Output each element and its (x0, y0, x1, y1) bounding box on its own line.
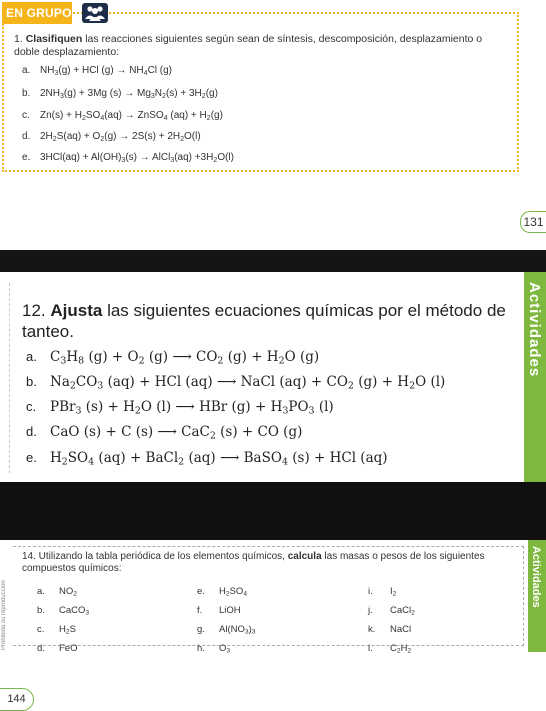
q12-item-a: a. $C_3H_8$ $(g) + O_2$ (g) ⟶ $CO_2$ $(g) + H_2O$ (g) (26, 349, 320, 367)
q12-verb: Ajusta (50, 301, 103, 320)
question-12-title: 12. Ajusta las siguientes ecuaciones químicas por el método de tanteo. (22, 301, 506, 341)
q12-item-e: e. $H_2SO_4$ (aq) + BaCl$_2$ (aq) ⟶ BaSO$_4$ (s) + HCl (aq) (26, 450, 388, 468)
q14-verb: calcula (287, 551, 322, 562)
q1-item-a: a. $NH_3(g)$ + HCl $(g) \to NH_4Cl$ (g) (22, 65, 173, 77)
en-grupo-badge: EN GRUPO (2, 2, 72, 24)
actividades-side-tab: Actividades (524, 272, 546, 482)
panel-2-dashed-margin (9, 283, 10, 473)
q14-item-a: a. $NO_2$ (37, 586, 77, 598)
q12-item-c: c. PBr$_3$ $(s) + H_2O$ (l) ⟶ HBr $(g) + H_3PO_3$ (l) (26, 399, 334, 417)
dark-separator-band-2 (0, 482, 546, 540)
page-number-144: 144 (0, 688, 34, 711)
q12-item-b: b. $Na_2CO_3$ (aq) + HCl (aq) ⟶ NaCl $(aq) + CO_2$ $(g) + H_2O$ (l) (26, 374, 446, 392)
question-14-text: 14. Utilizando la tabla periódica de los elementos químicos, calcula las masas o pesos de los siguientes compuestos químicos: (22, 551, 485, 574)
q1-item-c: c. $Zn(s) + H_2SO_4(aq)$ → ZnSO$_4$ $(aq) + H_2(g)$ (22, 110, 223, 122)
question-1-intro: 1. Clasifiquen las reacciones siguientes según sean de síntesis, descomposición, desplazamiento o doble desplazamiento: (14, 33, 483, 58)
page-number-131: 131 (520, 211, 546, 233)
actividades-side-tab-small: Actividades (528, 540, 546, 652)
q14-item-j: j. CaCl$_2$ (368, 605, 415, 617)
q1-item-b: b. $2NH_3(g) + 3Mg$ $(s) \to Mg_3N_2(s) + 3H_2(g)$ (22, 88, 218, 100)
q14-item-l: l. $C_2H_2$ (368, 643, 412, 655)
reproduction-notice: Prohibida su reproducción (1, 580, 7, 650)
q1-item-d: d. $2H_2S(aq) + O_2(g) \to 2S(s) + 2H_2O(l)$ (22, 131, 201, 143)
q14-item-d: d. FeO (37, 643, 78, 654)
dark-separator-band (0, 250, 546, 272)
group-people-icon (82, 3, 108, 23)
q14-item-c: c. $H_2S$ (37, 624, 76, 636)
q14-item-k: k. NaCl (368, 624, 412, 635)
q14-item-b: b. CaCO$_3$ (37, 605, 90, 617)
q14-item-g: g. $Al(NO_3)_3$ (197, 624, 256, 636)
q1-item-e: e. $3HCl(aq) + Al(OH)_3(s)$ → AlCl$_3$(aq) $+3H_2O(l)$ (22, 152, 234, 164)
q1-verb: Clasifiquen (25, 33, 83, 45)
q14-item-e: e. $H_2SO_4$ (197, 586, 248, 598)
activity-dotted-frame-left (2, 24, 4, 172)
q14-item-h: h. $O_3$ (197, 643, 231, 655)
q14-item-i: i. $I_2$ (368, 586, 397, 598)
q12-item-d: d. CaO (s) + C (s) ⟶ CaC$_2$ (s) + CO (g) (26, 424, 303, 442)
q14-item-f: f. LiOH (197, 605, 241, 616)
